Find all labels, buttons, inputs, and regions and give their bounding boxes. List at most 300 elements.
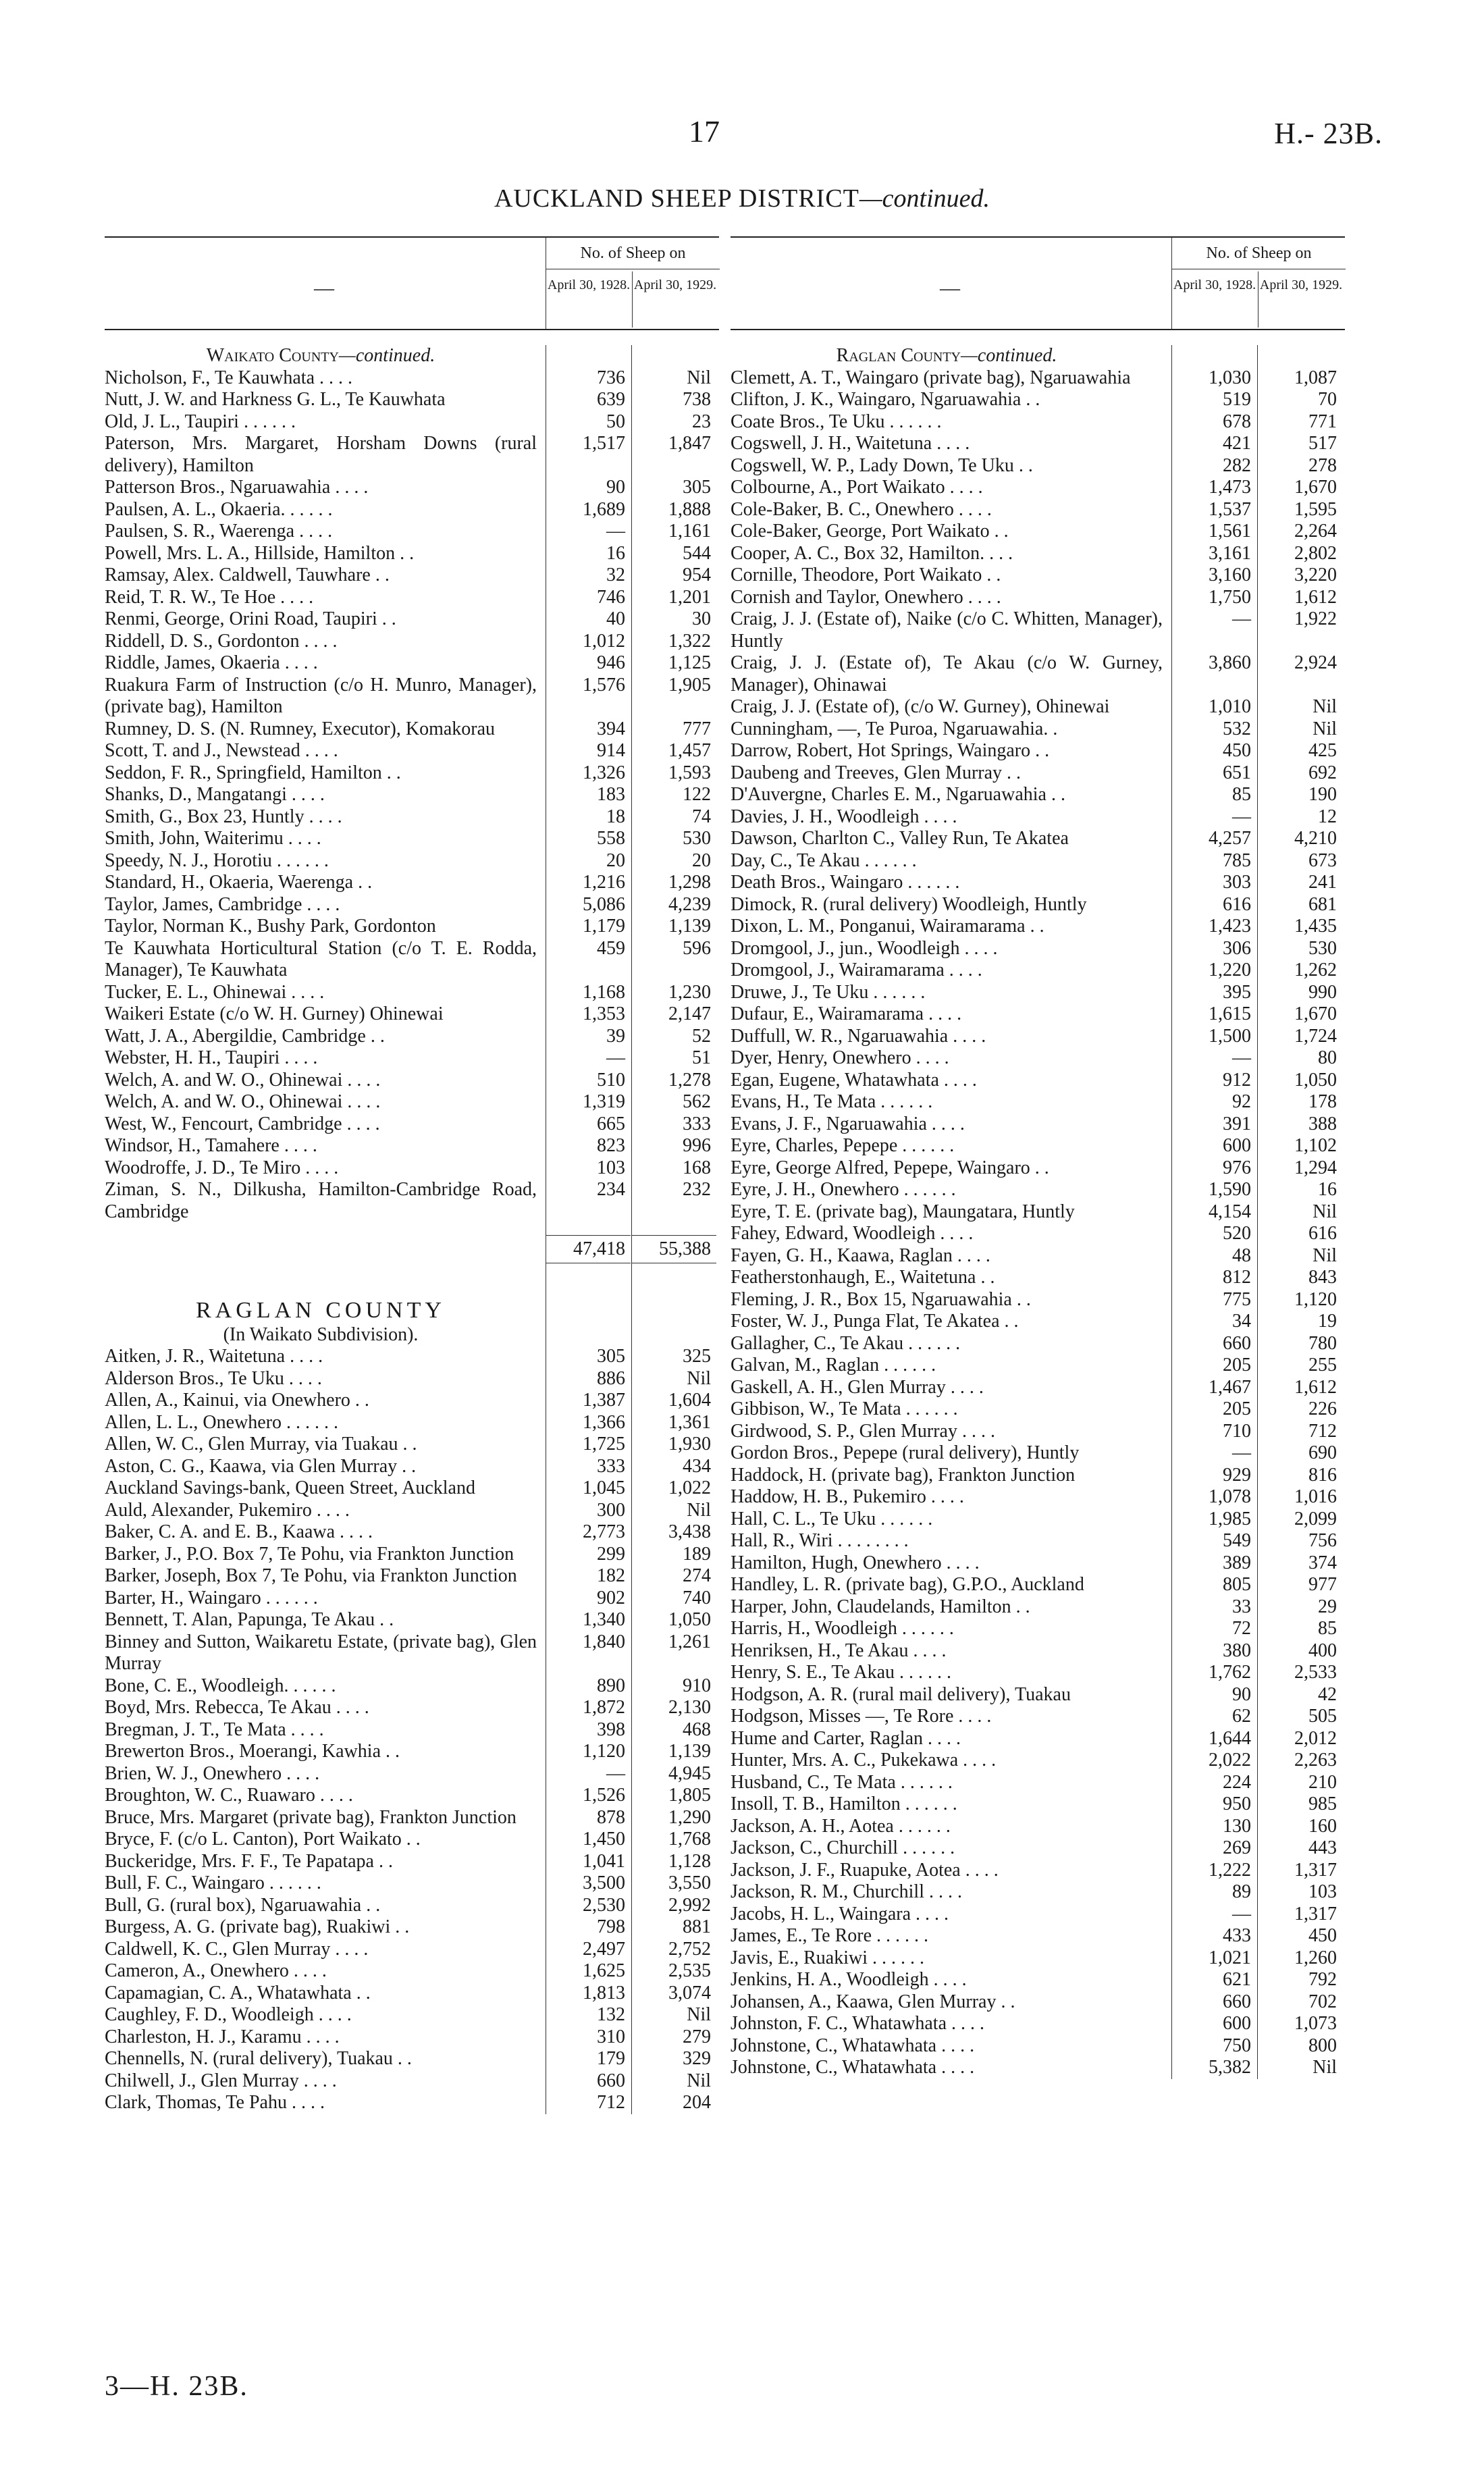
sheep-1929: 1,278 bbox=[668, 1069, 711, 1091]
sheep-1928: 1,615 bbox=[1209, 1003, 1251, 1024]
owner-name: Powell, Mrs. L. A., Hillside, Hamilton . . bbox=[105, 542, 415, 564]
sheep-1929: 255 bbox=[1308, 1355, 1337, 1376]
sheep-1928: 1,467 bbox=[1209, 1376, 1251, 1398]
sheep-1929: 70 bbox=[1318, 389, 1337, 410]
totals-row bbox=[105, 1235, 719, 1263]
owner-name: Windsor, H., Tamahere . . . . bbox=[105, 1135, 317, 1156]
table-row bbox=[731, 1114, 1345, 1136]
sheep-1928: 1,387 bbox=[583, 1390, 625, 1411]
sheep-1928: 660 bbox=[1223, 1332, 1251, 1354]
sheep-1929: 30 bbox=[692, 608, 711, 629]
owner-name: Dromgool, J., jun., Woodleigh . . . . bbox=[731, 937, 998, 959]
table-row bbox=[731, 389, 1345, 411]
sheep-1929: Nil bbox=[687, 2070, 711, 2091]
sheep-1928: 34 bbox=[1232, 1311, 1251, 1332]
table-row bbox=[731, 455, 1345, 477]
table-row bbox=[105, 1807, 719, 1829]
sheep-1928: 395 bbox=[1223, 981, 1251, 1003]
owner-name: Nutt, J. W. and Harkness G. L., Te Kauwhata bbox=[105, 389, 446, 410]
table-row bbox=[731, 894, 1345, 916]
owner-name: Caughley, F. D., Woodleigh . . . . bbox=[105, 2004, 352, 2025]
sheep-1929: 780 bbox=[1308, 1332, 1337, 1354]
owner-name: Clemett, A. T., Waingaro (private bag), Ngaruawahia bbox=[731, 367, 1131, 388]
sheep-1928: 616 bbox=[1223, 893, 1251, 915]
sheep-1929: 596 bbox=[683, 937, 711, 959]
table-row bbox=[105, 784, 719, 806]
sheep-1928: 459 bbox=[597, 937, 625, 959]
table-row bbox=[105, 1477, 719, 1500]
sheep-1928: 85 bbox=[1232, 784, 1251, 805]
sheep-1929: 1,073 bbox=[1294, 2013, 1337, 2034]
sheep-1928: 1,576 bbox=[583, 674, 625, 696]
table-row bbox=[105, 565, 719, 587]
sheep-1928: 886 bbox=[597, 1367, 625, 1389]
owner-name: Davies, J. H., Woodleigh . . . . bbox=[731, 806, 957, 827]
sheep-1929: 4,210 bbox=[1294, 828, 1337, 849]
sheep-1929: 1,361 bbox=[668, 1411, 711, 1433]
page-title bbox=[0, 184, 1484, 213]
sheep-1928: 1,561 bbox=[1209, 521, 1251, 542]
owner-name: Bull, G. (rural box), Ngaruawahia . . bbox=[105, 1894, 381, 1916]
owner-name: Dixon, L. M., Ponganui, Wairamarama . . bbox=[731, 916, 1044, 937]
owner-name: Girdwood, S. P., Glen Murray . . . . bbox=[731, 1420, 995, 1442]
table-row bbox=[731, 1442, 1345, 1465]
table-row bbox=[105, 1741, 719, 1763]
owner-name: Allen, L. L., Onewhero . . . . . . bbox=[105, 1411, 339, 1433]
owner-name: Watt, J. A., Abergildie, Cambridge . . bbox=[105, 1025, 385, 1047]
table-row bbox=[731, 1552, 1345, 1575]
table-row bbox=[105, 762, 719, 785]
sheep-1929: Nil bbox=[1313, 2057, 1337, 2078]
owner-name: Cole-Baker, B. C., Onewhero . . . . bbox=[731, 498, 992, 520]
owner-name: Speedy, N. J., Horotiu . . . . . . bbox=[105, 849, 329, 871]
sheep-1929: 1,022 bbox=[668, 1477, 711, 1498]
table-row bbox=[731, 1355, 1345, 1377]
owner-name: Waikeri Estate (c/o W. H. Gurney) Ohinewai bbox=[105, 1003, 444, 1024]
sheep-1928: 39 bbox=[606, 1025, 625, 1047]
owner-name: Featherstonhaugh, E., Waitetuna . . bbox=[731, 1267, 995, 1288]
sheep-1928: 1,872 bbox=[583, 1697, 625, 1718]
owner-name: Paulsen, A. L., Okaeria. . . . . . bbox=[105, 498, 333, 520]
table-row bbox=[731, 1245, 1345, 1267]
sheep-1928: 48 bbox=[1232, 1244, 1251, 1266]
sheep-1929: 1,612 bbox=[1294, 1376, 1337, 1398]
sheep-1929: 2,264 bbox=[1294, 521, 1337, 542]
sheep-1928: — bbox=[606, 1762, 625, 1784]
right-table-body bbox=[731, 345, 1345, 2079]
table-row bbox=[105, 938, 719, 982]
table-header bbox=[731, 236, 1345, 330]
table-row bbox=[731, 850, 1345, 872]
sheep-1929: Nil bbox=[687, 1499, 711, 1521]
sheep-1928: 92 bbox=[1232, 1091, 1251, 1112]
sheep-1928: 621 bbox=[1223, 1969, 1251, 1990]
sheep-1929: 1,847 bbox=[668, 433, 711, 454]
table-row bbox=[731, 1991, 1345, 2014]
sheep-1929: 329 bbox=[683, 2048, 711, 2069]
sheep-1929: 74 bbox=[692, 806, 711, 827]
sheep-1929: 19 bbox=[1318, 1311, 1337, 1332]
owner-name: Eyre, Charles, Pepepe . . . . . . bbox=[731, 1135, 955, 1156]
sheep-1929: 771 bbox=[1308, 411, 1337, 432]
sheep-1928: — bbox=[1232, 1903, 1251, 1924]
owner-name: Bone, C. E., Woodleigh. . . . . . bbox=[105, 1675, 336, 1696]
sheep-1929: 4,945 bbox=[668, 1762, 711, 1784]
sheep-1928: 823 bbox=[597, 1135, 625, 1156]
sheep-1928: 651 bbox=[1223, 762, 1251, 783]
table-row bbox=[105, 806, 719, 829]
owner-name: West, W., Fencourt, Cambridge . . . . bbox=[105, 1113, 380, 1134]
owner-name: Bryce, F. (c/o L. Canton), Port Waikato . . bbox=[105, 1829, 421, 1850]
sheep-count-header bbox=[1171, 238, 1346, 329]
owner-name: Johnstone, C., Whatawhata . . . . bbox=[731, 2057, 975, 2078]
owner-name: Eyre, J. H., Onewhero . . . . . . bbox=[731, 1179, 956, 1200]
sheep-1929: 2,533 bbox=[1294, 1662, 1337, 1683]
table-row bbox=[105, 1544, 719, 1566]
table-row bbox=[731, 1486, 1345, 1509]
table-row bbox=[105, 1091, 719, 1114]
sheep-1929: 85 bbox=[1318, 1618, 1337, 1639]
owner-name: Jackson, C., Churchill . . . . . . bbox=[731, 1837, 955, 1858]
sheep-1928: 2,530 bbox=[583, 1894, 625, 1916]
sheep-1928: 282 bbox=[1223, 454, 1251, 476]
table-row bbox=[731, 1047, 1345, 1070]
sheep-1929: 103 bbox=[1308, 1881, 1337, 1902]
sheep-1928: 205 bbox=[1223, 1398, 1251, 1419]
table-row bbox=[731, 784, 1345, 806]
sheep-1929: 16 bbox=[1318, 1179, 1337, 1200]
owner-name: Renmi, George, Orini Road, Taupiri . . bbox=[105, 608, 396, 629]
owner-name: Craig, J. J. (Estate of), (c/o W. Gurney), Ohinewai bbox=[731, 696, 1110, 717]
sheep-1928: 90 bbox=[606, 477, 625, 498]
sheep-1928: 890 bbox=[597, 1675, 625, 1696]
sheep-1928: 1,689 bbox=[583, 498, 625, 520]
owner-name: Buckeridge, Mrs. F. F., Te Papatapa . . bbox=[105, 1850, 393, 1872]
sheep-1929: Nil bbox=[687, 1367, 711, 1389]
sheep-1929: 189 bbox=[683, 1543, 711, 1565]
table-row bbox=[105, 1895, 719, 1917]
sheep-1929: 1,125 bbox=[668, 652, 711, 673]
sheep-1928: 1,590 bbox=[1209, 1179, 1251, 1200]
sheep-1928: 1,473 bbox=[1209, 477, 1251, 498]
owner-name: D'Auvergne, Charles E. M., Ngaruawahia . . bbox=[731, 784, 1065, 805]
sheep-1929: 1,670 bbox=[1294, 1003, 1337, 1024]
table-row bbox=[731, 477, 1345, 499]
owner-name: Paulsen, S. R., Waerenga . . . . bbox=[105, 521, 333, 542]
table-row bbox=[105, 2004, 719, 2026]
owner-name: Charleston, H. J., Karamu . . . . bbox=[105, 2026, 340, 2047]
owner-name: Standard, H., Okaeria, Waerenga . . bbox=[105, 872, 373, 893]
sheep-1928: 234 bbox=[597, 1179, 625, 1200]
table-row bbox=[105, 477, 719, 499]
sheep-1929: 800 bbox=[1308, 2035, 1337, 2056]
sheep-1928: 600 bbox=[1223, 1135, 1251, 1156]
sheep-1928: 976 bbox=[1223, 1157, 1251, 1178]
owner-name: Barter, H., Waingaro . . . . . . bbox=[105, 1587, 318, 1608]
sheep-1928: 1,813 bbox=[583, 1982, 625, 2003]
sheep-1929: Nil bbox=[687, 367, 711, 388]
sheep-1929: 505 bbox=[1308, 1706, 1337, 1727]
sheep-1928: 299 bbox=[597, 1543, 625, 1565]
sheep-1928: 1,220 bbox=[1209, 960, 1251, 980]
owner-name: Cole-Baker, George, Port Waikato . . bbox=[731, 521, 1009, 542]
sheep-1928: 520 bbox=[1223, 1223, 1251, 1244]
table-row bbox=[105, 367, 719, 390]
table-row bbox=[731, 1465, 1345, 1487]
sheep-1928: 929 bbox=[1223, 1464, 1251, 1486]
sheep-1928: 750 bbox=[1223, 2035, 1251, 2056]
table-row bbox=[105, 1785, 719, 1807]
sheep-1929: 692 bbox=[1308, 762, 1337, 783]
sheep-1929: Nil bbox=[1313, 696, 1337, 717]
owner-name: Riddle, James, Okaeria . . . . bbox=[105, 652, 318, 673]
sheep-1928: 805 bbox=[1223, 1574, 1251, 1595]
sheep-1929: 881 bbox=[683, 1916, 711, 1937]
table-row bbox=[105, 850, 719, 872]
owner-name: Old, J. L., Taupiri . . . . . . bbox=[105, 411, 296, 432]
sheep-1928: 18 bbox=[606, 806, 625, 827]
sheep-1929: Nil bbox=[1313, 1201, 1337, 1222]
table-row bbox=[105, 1697, 719, 1719]
owner-name: Welch, A. and W. O., Ohinewai . . . . bbox=[105, 1091, 381, 1112]
sheep-1929: 274 bbox=[683, 1565, 711, 1586]
section-name: Waikato County bbox=[206, 345, 339, 366]
column-rule bbox=[1257, 345, 1258, 2079]
owner-name: Cunningham, —, Te Puroa, Ngaruawahia. . bbox=[731, 718, 1058, 739]
sheep-1928: 798 bbox=[597, 1916, 625, 1937]
owner-name: Jenkins, H. A., Woodleigh . . . . bbox=[731, 1969, 967, 1990]
owner-name: Bull, F. C., Waingaro . . . . . . bbox=[105, 1872, 321, 1893]
title-continued: —continued. bbox=[859, 184, 990, 213]
table-row bbox=[731, 1728, 1345, 1750]
table-row bbox=[731, 1421, 1345, 1443]
owner-name: Evans, H., Te Mata . . . . . . bbox=[731, 1091, 933, 1112]
sheep-1928: 3,161 bbox=[1209, 542, 1251, 564]
sheep-1929: 400 bbox=[1308, 1640, 1337, 1661]
table-row bbox=[105, 1521, 719, 1544]
table-row bbox=[105, 1456, 719, 1478]
sheep-1929: 51 bbox=[692, 1047, 711, 1068]
owner-name: Henriksen, H., Te Akau . . . . bbox=[731, 1640, 947, 1661]
sheep-1929: 2,012 bbox=[1294, 1727, 1337, 1749]
sheep-1928: 182 bbox=[597, 1565, 625, 1586]
table-row bbox=[731, 1947, 1345, 1970]
sheep-1929: 12 bbox=[1318, 806, 1337, 827]
table-row bbox=[731, 1179, 1345, 1201]
sheep-1929: 210 bbox=[1308, 1771, 1337, 1793]
sheep-1929: 843 bbox=[1308, 1267, 1337, 1288]
owner-name: Bennett, T. Alan, Papunga, Te Akau . . bbox=[105, 1609, 394, 1630]
sheep-1929: 204 bbox=[683, 2092, 711, 2113]
owner-name: Colbourne, A., Port Waikato . . . . bbox=[731, 477, 983, 498]
table-row bbox=[731, 982, 1345, 1004]
owner-name: Rumney, D. S. (N. Rumney, Executor), Komakorau bbox=[105, 718, 496, 739]
sheep-1928: 1,526 bbox=[583, 1785, 625, 1806]
table-row bbox=[105, 1434, 719, 1456]
owner-name: Egan, Eugene, Whatawhata . . . . bbox=[731, 1069, 977, 1091]
sheep-1928: 3,160 bbox=[1209, 565, 1251, 585]
table-row bbox=[105, 1390, 719, 1412]
sheep-1928: 1,030 bbox=[1209, 367, 1251, 388]
sheep-1929: 1,322 bbox=[668, 630, 711, 652]
sheep-1928: 712 bbox=[597, 2092, 625, 2113]
table-row bbox=[105, 2026, 719, 2049]
sheep-1929: 1,016 bbox=[1294, 1486, 1337, 1507]
table-row bbox=[105, 1047, 719, 1070]
sheep-1928: 736 bbox=[597, 367, 625, 388]
sheep-1929: 20 bbox=[692, 849, 711, 871]
owner-name: Smith, John, Waiterimu . . . . bbox=[105, 828, 321, 849]
owner-name: Boyd, Mrs. Rebecca, Te Akau . . . . bbox=[105, 1697, 369, 1718]
owner-name: James, E., Te Rore . . . . . . bbox=[731, 1925, 929, 1946]
table-row bbox=[105, 872, 719, 894]
owner-name: Gaskell, A. H., Glen Murray . . . . bbox=[731, 1376, 984, 1398]
sheep-1929: 990 bbox=[1308, 981, 1337, 1003]
sheep-1929: 1,050 bbox=[668, 1609, 711, 1630]
sheep-1928: 5,086 bbox=[583, 893, 625, 915]
owner-name: Johansen, A., Kaawa, Glen Murray . . bbox=[731, 1991, 1015, 2012]
sheep-1929: 278 bbox=[1308, 454, 1337, 476]
sheep-1929: 702 bbox=[1308, 1991, 1337, 2012]
section-continued: —continued. bbox=[338, 345, 435, 366]
owner-name: Hodgson, A. R. (rural mail delivery), Tuakau bbox=[731, 1683, 1071, 1705]
sheep-1928: 2,497 bbox=[583, 1938, 625, 1960]
sheep-1929: 1,102 bbox=[1294, 1135, 1337, 1156]
sheep-1929: 450 bbox=[1308, 1925, 1337, 1946]
sheep-1929: 530 bbox=[683, 828, 711, 849]
owner-name: Dyer, Henry, Onewhero . . . . bbox=[731, 1047, 949, 1068]
table-row bbox=[105, 1179, 719, 1223]
owner-name: Taylor, James, Cambridge . . . . bbox=[105, 893, 340, 915]
sheep-1929: 52 bbox=[692, 1025, 711, 1047]
table-row bbox=[105, 1003, 719, 1026]
table-row bbox=[105, 1763, 719, 1785]
sheep-1928: 224 bbox=[1223, 1771, 1251, 1793]
table-row bbox=[105, 916, 719, 938]
owner-name: Gallagher, C., Te Akau . . . . . . bbox=[731, 1332, 961, 1354]
sheep-1928: — bbox=[606, 521, 625, 542]
table-row bbox=[731, 1574, 1345, 1596]
table-row bbox=[731, 2057, 1345, 2079]
sheep-1928: — bbox=[1232, 1442, 1251, 1463]
table-row bbox=[105, 1565, 719, 1588]
owner-name: Clark, Thomas, Te Pahu . . . . bbox=[105, 2092, 325, 2113]
table-row bbox=[105, 1675, 719, 1698]
owner-name: Eyre, T. E. (private bag), Maungatara, Huntly bbox=[731, 1201, 1075, 1222]
sheep-1929: Nil bbox=[687, 2004, 711, 2025]
sheep-1929: 1,317 bbox=[1294, 1859, 1337, 1881]
table-row bbox=[731, 587, 1345, 609]
year-1928-header: April 30, 1928. bbox=[1173, 278, 1256, 292]
sheep-1929: 2,802 bbox=[1294, 542, 1337, 564]
owner-name: Auckland Savings-bank, Queen Street, Auckland bbox=[105, 1477, 475, 1498]
table-row bbox=[731, 960, 1345, 982]
owner-name: Reid, T. R. W., Te Hoe . . . . bbox=[105, 586, 314, 608]
table-row bbox=[105, 1851, 719, 1873]
owner-name: Ruakura Farm of Instruction (c/o H. Munro, Manager), (private bag), Hamilton bbox=[105, 674, 537, 717]
table-row bbox=[731, 938, 1345, 960]
sheep-1928: 1,725 bbox=[583, 1434, 625, 1455]
sheep-1928: 205 bbox=[1223, 1355, 1251, 1376]
owner-name: Smith, G., Box 23, Huntly . . . . bbox=[105, 806, 342, 827]
table-row bbox=[105, 1939, 719, 1961]
sheep-1928: 5,382 bbox=[1209, 2057, 1251, 2078]
sheep-1928: 1,644 bbox=[1209, 1727, 1251, 1749]
owner-name: Auld, Alexander, Pukemiro . . . . bbox=[105, 1499, 350, 1521]
table-row bbox=[105, 1631, 719, 1675]
sheep-1929: 1,261 bbox=[668, 1631, 711, 1652]
owner-name: Cogswell, J. H., Waitetuna . . . . bbox=[731, 433, 970, 454]
sheep-1929: 985 bbox=[1308, 1793, 1337, 1814]
owner-name: Hall, R., Wiri . . . . . . . . bbox=[731, 1530, 909, 1551]
table-row bbox=[105, 1500, 719, 1522]
owner-name: Te Kauwhata Horticultural Station (c/o T. E. Rodda, Manager), Te Kauwhata bbox=[105, 937, 537, 980]
owner-name: Galvan, M., Raglan . . . . . . bbox=[731, 1355, 936, 1376]
table-row bbox=[731, 1311, 1345, 1333]
sheep-1928: 660 bbox=[597, 2070, 625, 2091]
table-row bbox=[105, 608, 719, 631]
table-row bbox=[731, 1881, 1345, 1904]
table-row bbox=[105, 652, 719, 675]
sheep-1928: — bbox=[1232, 806, 1251, 827]
sheep-1928: 1,010 bbox=[1209, 696, 1251, 717]
total-1928: 47,418 bbox=[546, 1235, 631, 1263]
sheep-1928: 4,154 bbox=[1209, 1201, 1251, 1222]
table-row bbox=[731, 652, 1345, 696]
table-row bbox=[731, 1618, 1345, 1640]
sheep-1929: 374 bbox=[1308, 1552, 1337, 1573]
table-row bbox=[105, 1157, 719, 1180]
sheep-1929: 712 bbox=[1308, 1420, 1337, 1442]
owner-name: Henry, S. E., Te Akau . . . . . . bbox=[731, 1662, 952, 1683]
sheep-1929: 3,074 bbox=[668, 1982, 711, 2003]
sheep-1929: 1,905 bbox=[668, 674, 711, 696]
sheep-1928: 380 bbox=[1223, 1640, 1251, 1661]
owner-name: Seddon, F. R., Springfield, Hamilton . . bbox=[105, 762, 401, 783]
table-row bbox=[731, 718, 1345, 741]
table-row bbox=[731, 872, 1345, 894]
owner-name: Craig, J. J. (Estate of), Naike (c/o C. Whitten, Manager), Huntly bbox=[731, 608, 1163, 652]
sheep-1928: 20 bbox=[606, 849, 625, 871]
owner-name: Capamagian, C. A., Whatawhata . . bbox=[105, 1982, 371, 2003]
sheep-1928: 3,860 bbox=[1209, 652, 1251, 673]
sheep-1929: 1,298 bbox=[668, 872, 711, 893]
table-row bbox=[731, 1837, 1345, 1860]
sheep-1928: 389 bbox=[1223, 1552, 1251, 1573]
owner-name: Shanks, D., Mangatangi . . . . bbox=[105, 784, 325, 805]
table-row bbox=[731, 499, 1345, 521]
table-row bbox=[731, 1640, 1345, 1662]
sheep-1928: 946 bbox=[597, 652, 625, 673]
table-row bbox=[731, 1904, 1345, 1926]
owner-name: Cornille, Theodore, Port Waikato . . bbox=[731, 565, 1001, 585]
sheep-1929: 226 bbox=[1308, 1398, 1337, 1419]
sheep-1928: — bbox=[606, 1047, 625, 1068]
waikato-rows bbox=[105, 367, 719, 1224]
sheep-1929: 443 bbox=[1308, 1837, 1337, 1858]
sheep-1928: 1,840 bbox=[583, 1631, 625, 1652]
table-row bbox=[105, 2092, 719, 2114]
county-heading: RAGLAN COUNTY bbox=[196, 1298, 446, 1323]
owner-name: Brewerton Bros., Moerangi, Kawhia . . bbox=[105, 1741, 400, 1762]
owner-name: Nicholson, F., Te Kauwhata . . . . bbox=[105, 367, 353, 388]
sheep-1928: 90 bbox=[1232, 1683, 1251, 1705]
sheep-1929: 1,161 bbox=[668, 521, 711, 542]
sheep-1929: 996 bbox=[683, 1135, 711, 1156]
sheep-1929: 3,438 bbox=[668, 1521, 711, 1542]
owner-name: Bruce, Mrs. Margaret (private bag), Frankton Junction bbox=[105, 1806, 516, 1828]
table-row bbox=[731, 2035, 1345, 2058]
